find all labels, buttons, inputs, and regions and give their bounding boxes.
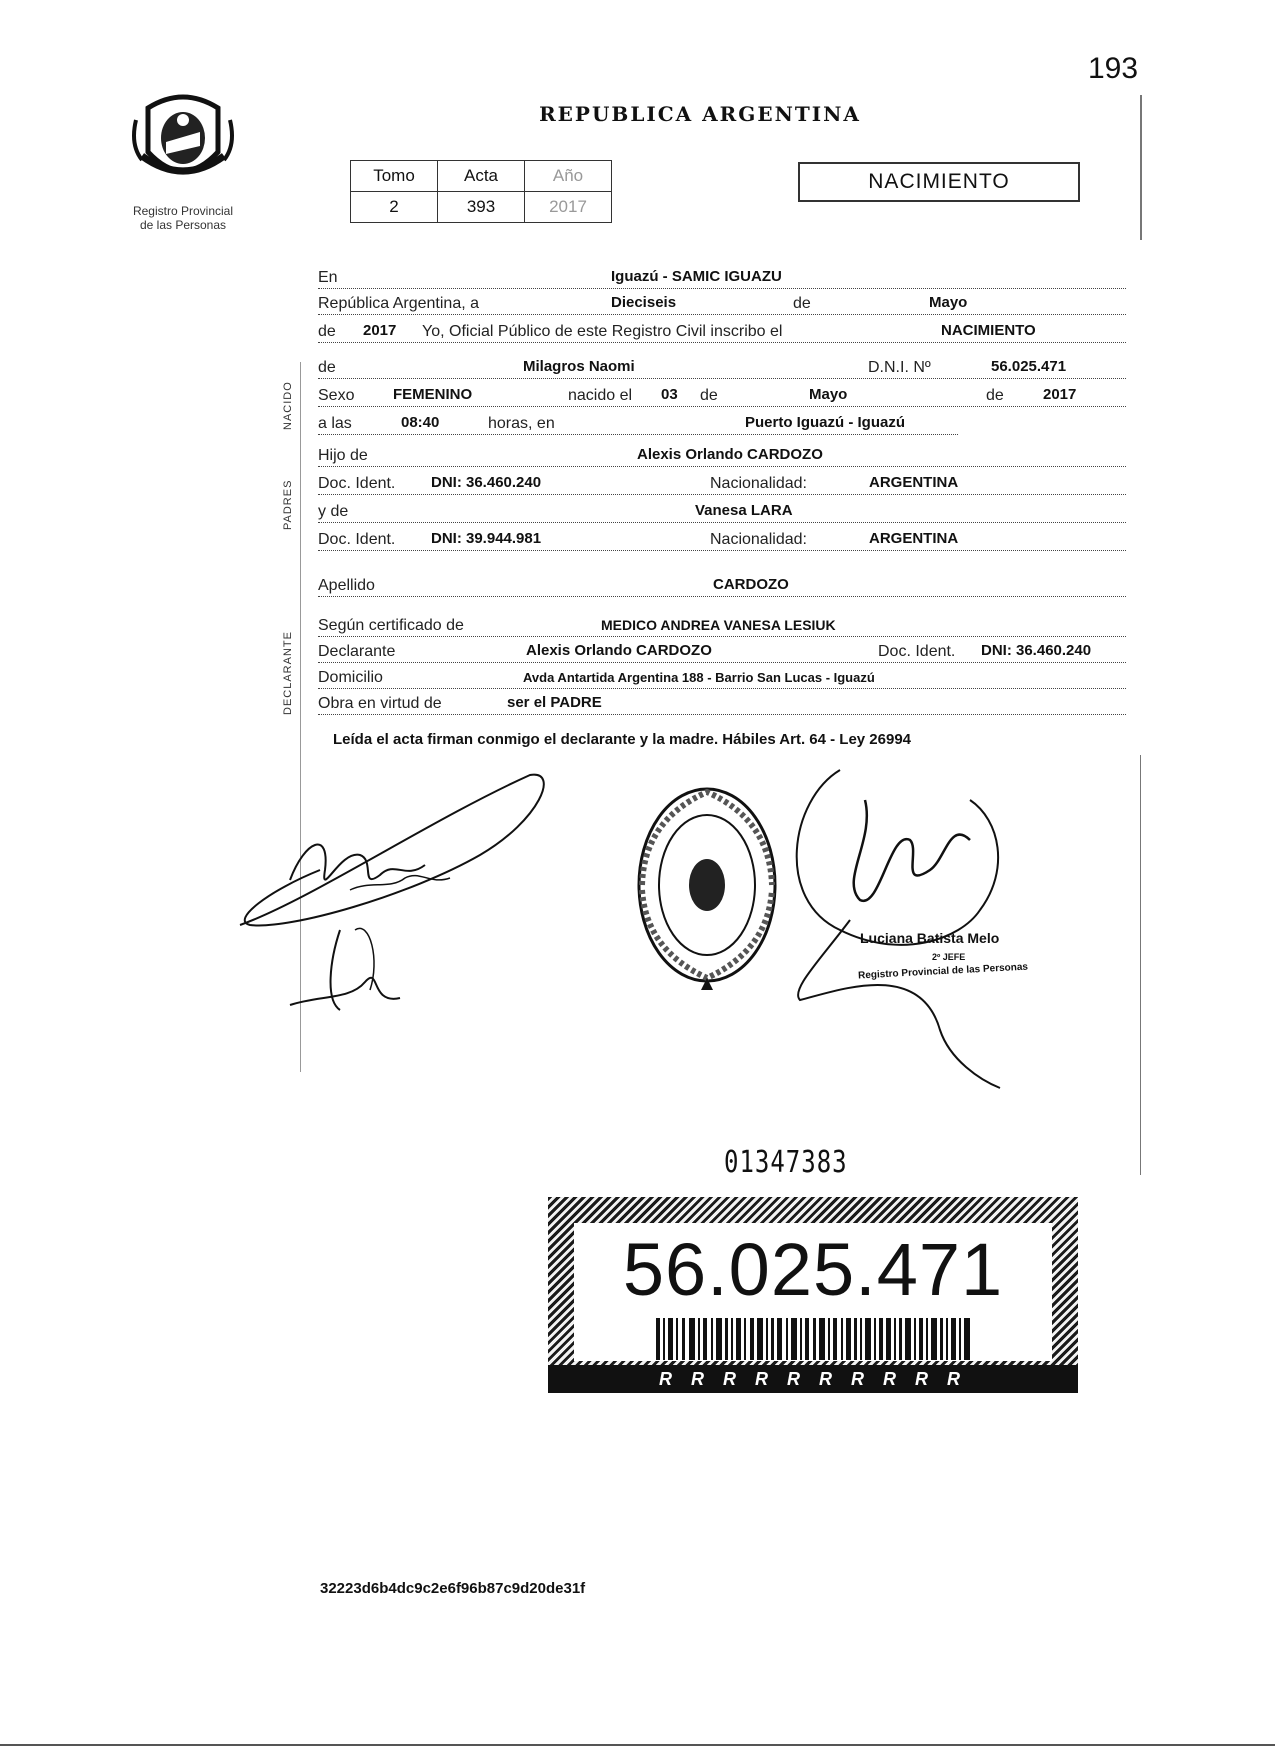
mother-nationality: ARGENTINA	[866, 530, 961, 547]
form-line-madre-doc	[318, 526, 1126, 551]
declarant-name: Alexis Orlando CARDOZO	[523, 642, 715, 659]
dni-sticker	[548, 1197, 1078, 1393]
form-line-apellido	[318, 572, 1126, 597]
form-line-hijo-de	[318, 442, 1126, 467]
obra-label: Obra en virtud de	[318, 695, 445, 713]
child-name: Milagros Naomi	[520, 358, 638, 375]
registrar-signature	[780, 760, 1080, 1090]
sticker-security-strip: R R R R R R R R R R	[548, 1365, 1078, 1393]
registry-label-line1: Registro Provincial	[132, 204, 234, 218]
right-margin-rule-lower	[1140, 755, 1141, 1175]
en-value: Iguazú - SAMIC IGUAZU	[608, 268, 785, 285]
apellido-label: Apellido	[318, 577, 378, 595]
side-label-declarante: DECLARANTE	[282, 631, 294, 715]
padre-doc-label: Doc. Ident.	[318, 475, 398, 493]
registry-label-line2: de las Personas	[139, 218, 227, 232]
document-title: REPUBLICA ARGENTINA	[539, 102, 861, 126]
declarante-doc-label: Doc. Ident.	[878, 643, 958, 661]
birth-month: Mayo	[806, 386, 850, 403]
document-hash: 32223d6b4dc9c2e6f96b87c9d20de31f	[320, 1580, 586, 1597]
act-reference-table	[350, 160, 612, 223]
birth-day: 03	[658, 386, 681, 403]
signatory-office: Registro Provincial de las Personas	[857, 961, 1029, 982]
form-line-republica	[318, 290, 1126, 315]
declarant-dni: DNI: 36.460.240	[978, 642, 1094, 659]
form-line-certificado	[318, 612, 1126, 637]
republica-de-label: de	[793, 295, 814, 313]
hora-label: a las	[318, 415, 355, 433]
horas-en-label: horas, en	[488, 415, 558, 433]
mother-name: Vanesa LARA	[692, 502, 796, 519]
declarante-label: Declarante	[318, 643, 398, 661]
sexo-de2-label: de	[986, 387, 1007, 405]
closing-statement: Leída el acta firman conmigo el declarante y la madre. Hábiles Art. 64 - Ley 26994	[333, 731, 912, 748]
madre-doc-label: Doc. Ident.	[318, 531, 398, 549]
sexo-de1-label: de	[700, 387, 721, 405]
inscribo-de-label: de	[318, 323, 339, 341]
obra-value: ser el PADRE	[504, 694, 605, 711]
birth-year: 2017	[1040, 386, 1079, 403]
father-nationality: ARGENTINA	[866, 474, 961, 491]
padre-nac-label: Nacionalidad:	[710, 475, 810, 493]
nombre-de-label: de	[318, 359, 339, 377]
side-label-padres: PADRES	[282, 479, 294, 530]
registry-label	[118, 204, 248, 232]
address-value: Avda Antartida Argentina 188 - Barrio San Lucas - Iguazú	[520, 670, 878, 685]
dni-sticker-inner	[574, 1223, 1052, 1361]
nacido-el-label: nacido el	[568, 387, 635, 405]
declarant-signatures	[230, 760, 560, 1060]
form-line-y-de	[318, 498, 1126, 523]
sticker-dni-number: 56.025.471	[622, 1228, 1004, 1311]
inscribo-text: Yo, Oficial Público de este Registro Civil inscribo el	[422, 323, 785, 341]
en-label: En	[318, 269, 341, 287]
mother-dni: DNI: 39.944.981	[428, 530, 544, 547]
sexo-value: FEMENINO	[390, 386, 475, 403]
certificado-label: Según certificado de	[318, 617, 467, 635]
anio-header: Año	[525, 161, 612, 192]
right-margin-rule	[1140, 95, 1142, 240]
official-seal-icon	[632, 780, 782, 1000]
y-de-label: y de	[318, 503, 351, 521]
side-label-nacido: NACIDO	[282, 381, 294, 430]
form-line-inscribo	[318, 318, 1126, 343]
acta-header: Acta	[438, 161, 525, 192]
tomo-header: Tomo	[351, 161, 438, 192]
father-dni: DNI: 36.460.240	[428, 474, 544, 491]
child-dni: 56.025.471	[988, 358, 1069, 375]
form-line-sexo	[318, 382, 1126, 407]
hijo-de-label: Hijo de	[318, 447, 371, 465]
page-number: 193	[1088, 52, 1139, 85]
barcode-icon	[656, 1318, 970, 1360]
inscribo-value: NACIMIENTO	[938, 322, 1039, 339]
madre-nac-label: Nacionalidad:	[710, 531, 810, 549]
signatory-title: 2º JEFE	[932, 952, 966, 962]
day-written: Dieciseis	[608, 294, 679, 311]
bottom-rule	[0, 1744, 1275, 1746]
serial-number: 01347383	[724, 1144, 848, 1180]
act-type-box: NACIMIENTO	[798, 162, 1080, 202]
republica-label: República Argentina, a	[318, 295, 482, 313]
dni-label: D.N.I. Nº	[868, 359, 934, 377]
birth-place: Puerto Iguazú - Iguazú	[742, 414, 908, 431]
domicilio-label: Domicilio	[318, 669, 386, 687]
surname-value: CARDOZO	[710, 576, 792, 593]
form-line-domicilio	[318, 664, 1126, 689]
form-line-en	[318, 264, 1126, 289]
signatory-name: Luciana Batista Melo	[860, 930, 1000, 946]
form-line-hora	[318, 410, 958, 435]
sexo-label: Sexo	[318, 387, 357, 405]
form-line-obra	[318, 690, 1126, 715]
anio-value: 2017	[525, 192, 612, 223]
birth-time: 08:40	[398, 414, 442, 431]
tomo-value: 2	[351, 192, 438, 223]
father-name: Alexis Orlando CARDOZO	[634, 446, 826, 463]
form-line-nacido-nombre	[318, 354, 1126, 379]
form-line-declarante	[318, 638, 1126, 663]
acta-value: 393	[438, 192, 525, 223]
certificate-doctor: MEDICO ANDREA VANESA LESIUK	[598, 617, 839, 633]
form-line-padre-doc	[318, 470, 1126, 495]
month-written: Mayo	[926, 294, 970, 311]
year-written: 2017	[360, 322, 399, 339]
